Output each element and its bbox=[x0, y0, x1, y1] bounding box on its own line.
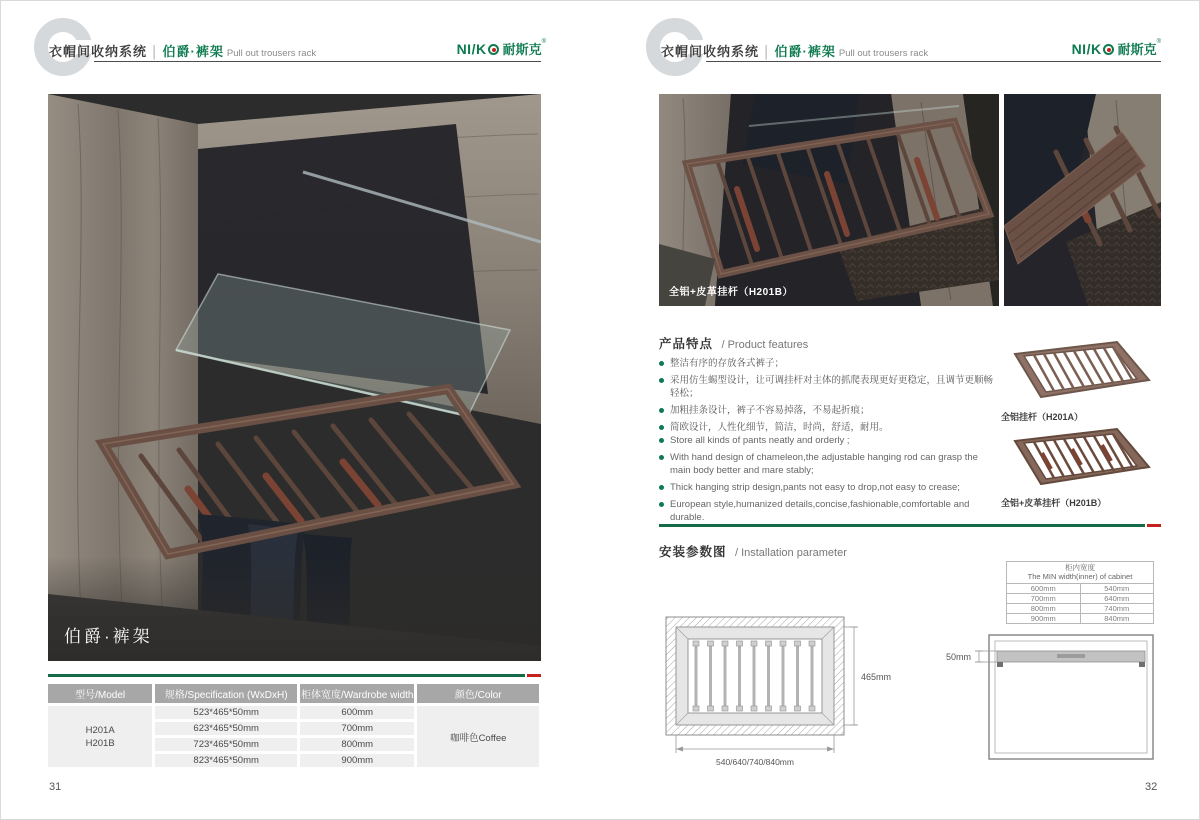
spec-value: 523*465*50mm bbox=[155, 706, 297, 719]
table-row bbox=[1007, 593, 1154, 603]
thumbnail-caption: 全铝挂杆（H201A） bbox=[1001, 412, 1084, 422]
model-a: H201A bbox=[85, 724, 115, 736]
min-width-header-cell bbox=[1007, 562, 1154, 584]
right-main-photo-art bbox=[659, 94, 999, 306]
header-series-en: Pull out trousers rack bbox=[838, 48, 929, 59]
bullet-dot-icon bbox=[659, 361, 664, 366]
spec-value: 823*465*50mm bbox=[155, 754, 297, 767]
header-series-cn: 伯爵·裤架 bbox=[162, 44, 224, 59]
spec-table-header-row bbox=[48, 684, 539, 703]
right-detail-photo-art bbox=[1004, 94, 1161, 306]
front-view-diagram bbox=[941, 621, 1166, 781]
header-series-cn: 伯爵·裤架 bbox=[774, 44, 836, 59]
nisko-cn: 耐斯克 bbox=[1117, 42, 1157, 57]
spec-table bbox=[45, 681, 542, 770]
features-title-en: / Product features bbox=[721, 339, 809, 351]
left-photo-caption: 伯爵·裤架 bbox=[64, 627, 153, 646]
nisko-logo-left bbox=[446, 39, 546, 59]
list-item bbox=[659, 435, 994, 447]
bullet-dot-icon bbox=[659, 455, 664, 460]
bullet-text: 采用仿生蜴型设计，让可调挂杆对主体的抓爬表现更好更稳定，且调节更顺畅轻松； bbox=[670, 375, 994, 399]
spec-col-color: 颜色/Color bbox=[417, 684, 539, 703]
mw-cell: 540mm bbox=[1080, 583, 1154, 593]
installation-title bbox=[659, 542, 847, 561]
nisko-o-icon bbox=[1103, 44, 1114, 55]
features-title bbox=[659, 334, 808, 353]
top-view-diagram bbox=[656, 601, 906, 773]
min-width-header-en: The MIN width(inner) of cabinet bbox=[1027, 572, 1133, 582]
list-item bbox=[659, 422, 994, 434]
thumbnail-caption: 全铝+皮革挂杆（H201B） bbox=[1001, 498, 1107, 508]
mw-cell: 740mm bbox=[1080, 603, 1154, 613]
list-item bbox=[659, 405, 994, 417]
bullet-text: Thick hanging strip design,pants not easy to drop,not easy to crease; bbox=[670, 482, 960, 494]
min-width-table bbox=[1006, 561, 1154, 624]
nisko-cn: 耐斯克 bbox=[502, 42, 542, 57]
table-row bbox=[1007, 583, 1154, 593]
width-value: 600mm bbox=[300, 706, 414, 719]
bullet-dot-icon bbox=[659, 438, 664, 443]
color-cell: 咖啡色Coffee bbox=[417, 706, 539, 767]
features-bullets-en bbox=[659, 435, 994, 529]
divider-right bbox=[659, 524, 1161, 527]
right-photo-label: 全铝+皮革挂杆（H201B） bbox=[669, 287, 793, 298]
bullet-text: 加粗挂条设计，裤子不容易掉落，不易起折痕； bbox=[670, 405, 870, 417]
left-main-photo-art bbox=[48, 94, 541, 661]
features-bullets-cn bbox=[659, 358, 994, 440]
header-rule-left bbox=[94, 61, 541, 62]
header-separator: │ bbox=[151, 45, 159, 59]
bullet-dot-icon bbox=[659, 378, 664, 383]
list-item bbox=[659, 375, 994, 400]
min-width-header-cn: 柜内宽度 bbox=[1065, 563, 1095, 572]
nisko-logo-right bbox=[1061, 39, 1161, 59]
bullet-text: Store all kinds of pants neatly and orderly ; bbox=[670, 435, 850, 446]
header-separator: │ bbox=[763, 45, 771, 59]
mw-cell: 900mm bbox=[1007, 613, 1081, 623]
right-detail-photo bbox=[1004, 94, 1161, 306]
model-b: H201B bbox=[85, 737, 115, 749]
bullet-dot-icon bbox=[659, 425, 664, 430]
dim-height-label: 50mm bbox=[945, 652, 971, 662]
page-header-left bbox=[49, 41, 316, 61]
bullet-dot-icon bbox=[659, 408, 664, 413]
page-number-left: 31 bbox=[49, 781, 62, 793]
installation-title-en: / Installation parameter bbox=[734, 547, 847, 559]
mw-cell: 600mm bbox=[1007, 583, 1081, 593]
header-series-en: Pull out trousers rack bbox=[226, 48, 317, 59]
thumbnail-h201a-art bbox=[1001, 337, 1161, 403]
divider-left bbox=[48, 674, 541, 677]
spec-col-spec: 规格/Specification (WxDxH) bbox=[155, 684, 297, 703]
bullet-text: 整洁有序的存放各式裤子； bbox=[670, 358, 785, 369]
nisko-o-icon bbox=[488, 44, 499, 55]
header-category: 衣帽间收纳系统 bbox=[661, 44, 760, 59]
nisko-latin: NI/K bbox=[1071, 41, 1102, 57]
bullet-text: European style,humanized details,concise,fashionable,comfortable and durable. bbox=[670, 499, 970, 523]
thumbnail-h201b bbox=[1001, 425, 1161, 509]
page-header-right bbox=[661, 41, 928, 61]
mw-cell: 800mm bbox=[1007, 603, 1081, 613]
header-category: 衣帽间收纳系统 bbox=[49, 44, 148, 59]
bullet-dot-icon bbox=[659, 502, 664, 507]
left-main-photo bbox=[48, 94, 541, 661]
mw-cell: 700mm bbox=[1007, 593, 1081, 603]
rack-front-brand-mark bbox=[1057, 654, 1085, 658]
list-item bbox=[659, 482, 994, 494]
header-rule-right bbox=[706, 61, 1161, 62]
width-value: 700mm bbox=[300, 722, 414, 735]
spec-value: 623*465*50mm bbox=[155, 722, 297, 735]
mw-cell: 640mm bbox=[1080, 593, 1154, 603]
list-item bbox=[659, 452, 994, 477]
bullet-text: 简欧设计，人性化细节，简洁，时尚，舒适，耐用。 bbox=[670, 422, 889, 434]
features-title-cn: 产品特点 bbox=[659, 337, 714, 351]
nisko-latin: NI/K bbox=[456, 41, 487, 57]
dim-depth-label: 465mm bbox=[861, 672, 892, 682]
width-value: 800mm bbox=[300, 738, 414, 751]
list-item bbox=[659, 358, 994, 370]
bullet-dot-icon bbox=[659, 485, 664, 490]
bullet-text: With hand design of chameleon,the adjustable hanging rod can grasp the main body better and mare stably; bbox=[670, 452, 978, 476]
mw-cell: 840mm bbox=[1080, 613, 1154, 623]
dim-width-label: 540/640/740/840mm bbox=[716, 757, 794, 767]
right-main-photo bbox=[659, 94, 999, 306]
table-row bbox=[1007, 603, 1154, 613]
thumbnail-h201b-art bbox=[1001, 425, 1161, 489]
spec-col-model: 型号/Model bbox=[48, 684, 152, 703]
list-item bbox=[659, 499, 994, 524]
installation-title-cn: 安装参数图 bbox=[659, 545, 727, 559]
thumbnail-h201a bbox=[1001, 337, 1161, 423]
page-number-right: 32 bbox=[1145, 781, 1158, 793]
width-value: 900mm bbox=[300, 754, 414, 767]
spec-col-width: 柜体宽度/Wardrobe width bbox=[300, 684, 414, 703]
min-width-table-header bbox=[1007, 562, 1154, 584]
table-row bbox=[48, 706, 539, 719]
model-cell bbox=[48, 706, 152, 767]
nisko-reg: ® bbox=[1156, 39, 1161, 45]
nisko-reg: ® bbox=[541, 39, 546, 45]
spec-value: 723*465*50mm bbox=[155, 738, 297, 751]
